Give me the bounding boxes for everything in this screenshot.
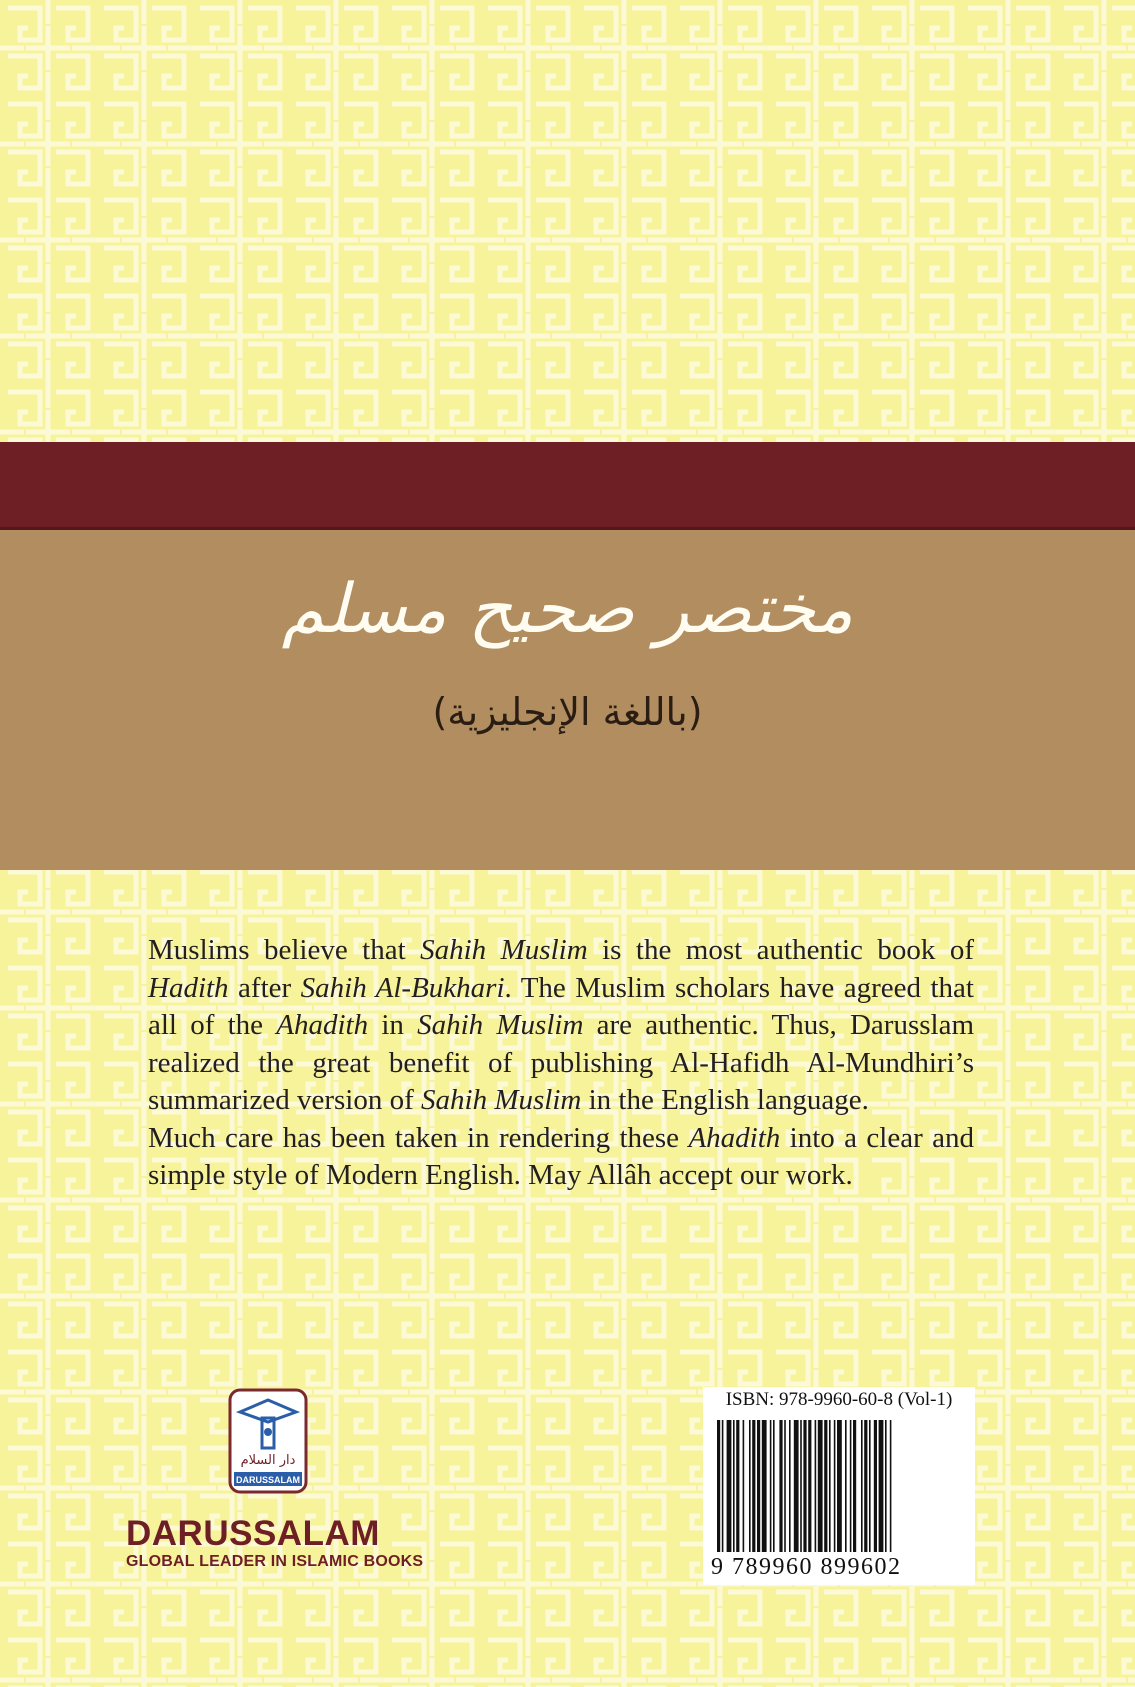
barcode-bar [861, 1420, 863, 1552]
barcode-bar [850, 1420, 852, 1552]
barcode-bar [834, 1420, 836, 1552]
barcode-bar [773, 1420, 775, 1552]
barcode-bar [749, 1420, 751, 1552]
barcode-bar [800, 1420, 802, 1552]
p1-run-10: are authentic. Thus, Darusslam realized the great benefit of publishing Al-Hafidh Al-Mundhiri’s summarized version of [148, 1009, 974, 1116]
barcode-bar [890, 1420, 892, 1552]
p1-run-1: Sahih Muslim [420, 934, 588, 966]
barcode-bar [794, 1420, 799, 1552]
p1-run-4: after [228, 971, 301, 1004]
barcode-bar [864, 1420, 867, 1552]
top-band [0, 442, 1135, 530]
barcode-bar [779, 1420, 782, 1552]
p2-run-0: Much care has been taken in rendering these [148, 1121, 689, 1154]
isbn-label: ISBN: 978-9960-60-8 (Vol-1) [725, 1389, 953, 1410]
publisher-logo [228, 1388, 308, 1494]
barcode-bar [845, 1420, 847, 1552]
p2-run-2: into a clear and simple style of Modern English. May Allâh accept our work. [148, 1121, 975, 1191]
barcode-bar [808, 1420, 811, 1552]
barcode-bar [853, 1420, 856, 1552]
barcode-bar [837, 1420, 842, 1552]
p1-run-9: Sahih Muslim [417, 1009, 584, 1041]
publisher-name: DARUSSALAM [126, 1514, 380, 1553]
isbn-barcode-box [703, 1387, 975, 1585]
barcode-bar [762, 1420, 767, 1552]
barcode-bar [869, 1420, 871, 1552]
barcode-bar [722, 1420, 724, 1552]
svg-text:دار السلام: دار السلام [240, 1453, 296, 1468]
p1-run-12: in the English language. [581, 1084, 869, 1116]
arabic-subtitle: (باللغة الإنجليزية) [432, 690, 703, 734]
barcode-bar [789, 1420, 791, 1552]
back-cover-blurb [148, 932, 974, 1195]
p1-run-6: . The Muslim scholars have agreed that all of the [148, 971, 974, 1041]
barcode-bar [736, 1420, 739, 1552]
p1-run-3: Hadith [148, 971, 229, 1004]
barcode-bar [727, 1420, 732, 1552]
p1-run-2: is the most authentic book of [587, 934, 974, 966]
barcode-bar [815, 1420, 817, 1552]
barcode-bar [879, 1420, 884, 1552]
barcode-bar [803, 1420, 806, 1552]
barcode-bar [752, 1420, 755, 1552]
publisher-tagline: GLOBAL LEADER IN ISLAMIC BOOKS [126, 1553, 424, 1570]
barcode [717, 1420, 961, 1552]
p1-run-8: in [368, 1009, 418, 1041]
barcode-bar [874, 1420, 877, 1552]
barcode-bar [733, 1420, 735, 1552]
isbn-digits: 9 789960 899602 [711, 1554, 902, 1580]
arabic-title: مختصر صحيح مسلم [281, 570, 854, 649]
barcode-bar [784, 1420, 786, 1552]
barcode-bar [743, 1420, 745, 1552]
barcode-bar [717, 1420, 720, 1552]
publisher-brand [126, 1515, 423, 1571]
blurb-paragraph-2 [148, 1120, 974, 1195]
p1-run-7: Ahadith [276, 1009, 369, 1041]
barcode-bar [757, 1420, 760, 1552]
barcode-bar [770, 1420, 772, 1552]
p1-run-11: Sahih Muslim [421, 1084, 582, 1116]
svg-text:DARUSSALAM: DARUSSALAM [236, 1475, 300, 1485]
p2-run-1: Ahadith [688, 1121, 781, 1154]
barcode-bar [824, 1420, 827, 1552]
p1-run-5: Sahih Al-Bukhari [300, 971, 505, 1004]
blurb-paragraph-1 [148, 932, 974, 1120]
barcode-bar [818, 1420, 823, 1552]
barcode-bar [885, 1420, 887, 1552]
barcode-bar [829, 1420, 831, 1552]
p1-run-0: Muslims believe that [148, 934, 421, 966]
